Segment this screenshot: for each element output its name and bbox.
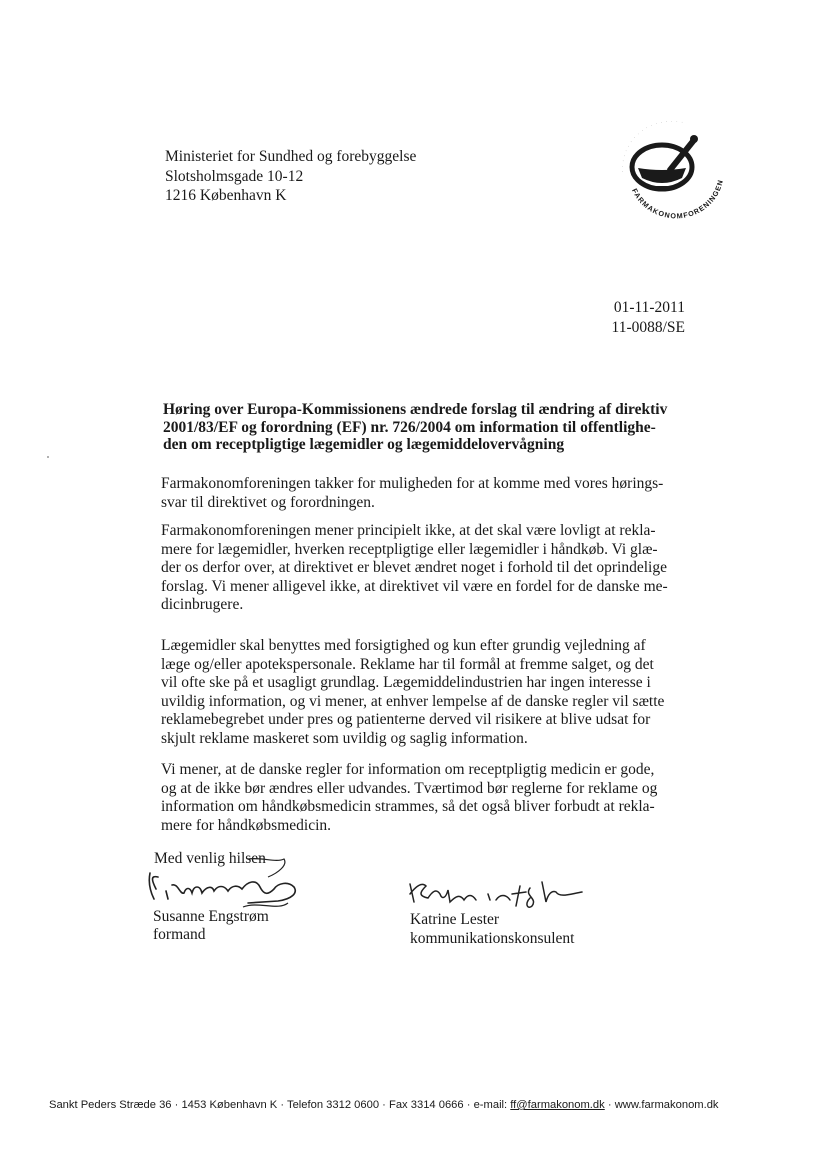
footer-separator: · xyxy=(607,1099,612,1111)
footer-email-label: e-mail: xyxy=(473,1099,508,1111)
signatory-name: Katrine Lester xyxy=(410,911,500,928)
paragraph-line: Vi mener, at de danske regler for information om receptpligtig medicin er gode, xyxy=(161,761,655,778)
body-paragraph-2 xyxy=(161,522,681,615)
paragraph-line: dicinbrugere. xyxy=(161,596,244,614)
farmakonomforeningen-logo xyxy=(612,112,732,222)
letter-footer xyxy=(49,1099,789,1111)
paragraph-line: vil ofte ske på et usagligt grundlag. Lægemiddelindustrien har ingen interesse i xyxy=(161,674,651,692)
paragraph-line: reklamebegrebet under pres og patienterne derved vil risikere at blive udsat for xyxy=(161,711,651,729)
paragraph-line: og at de ikke bør ændres eller udvandes. Tværtimod bør reglerne for reklame og xyxy=(161,779,658,797)
date-reference-block xyxy=(612,298,685,337)
body-paragraph-1 xyxy=(161,475,681,512)
subject-line: 2001/83/EF og forordning (EF) nr. 726/2004 om information til offentlighe- xyxy=(163,418,656,436)
paragraph-line: Lægemidler skal benyttes med forsigtighed og kun efter grundig vejledning af xyxy=(161,637,646,654)
letter-reference: 11-0088/SE xyxy=(611,318,685,336)
signature-katrine xyxy=(402,872,592,912)
recipient-line: 1216 København K xyxy=(165,187,287,204)
paragraph-line: mere for håndkøbsmedicin. xyxy=(161,816,332,834)
recipient-address xyxy=(165,147,416,206)
paragraph-line: uvildig information, og vi mener, at enhver lempelse af de danske regler vil sætte xyxy=(161,692,665,710)
signatory-title: kommunikationskonsulent xyxy=(410,930,575,947)
body-paragraph-3 xyxy=(161,637,681,749)
paragraph-line: skjult reklame maskeret som uvildig og saglig information. xyxy=(161,729,528,747)
letter-date: 01-11-2011 xyxy=(613,299,685,316)
letter-subject xyxy=(163,401,723,454)
paragraph-line: læge og/eller apotekspersonale. Reklame har til formål at fremme salget, og det xyxy=(161,655,654,673)
footer-email-link[interactable]: ff@farmakonom.dk xyxy=(510,1099,605,1111)
mortar-pestle-icon xyxy=(612,112,732,222)
paragraph-line: Farmakonomforeningen mener principielt ikke, at det skal være lovligt at rekla- xyxy=(161,522,656,539)
signatory-name: Susanne Engstrøm xyxy=(153,908,269,925)
closing-phrase: Med venlig hilsen xyxy=(154,850,266,867)
body-paragraph-4 xyxy=(161,761,681,835)
paragraph-line: mere for lægemidler, hverken receptpligtige eller lægemidler i håndkøb. Vi glæ- xyxy=(161,540,658,558)
recipient-line: Ministeriet for Sundhed og forebyggelse xyxy=(165,148,417,165)
footer-address: Sankt Peders Stræde 36 · 1453 København K · Telefon 3312 0600 · Fax 3314 0666 · xyxy=(49,1099,471,1111)
signatory-title: formand xyxy=(153,926,206,943)
paragraph-line: Farmakonomforeningen takker for muligheden for at komme med vores hørings- xyxy=(161,475,664,492)
subject-line: den om receptpligtige lægemidler og lægemiddelovervågning xyxy=(163,436,565,453)
paragraph-line: information om håndkøbsmedicin strammes, så det også bliver forbudt at rekla- xyxy=(161,798,655,816)
footer-website-link[interactable]: www.farmakonom.dk xyxy=(614,1099,719,1111)
paragraph-line: svar til direktivet og forordningen. xyxy=(161,493,375,511)
recipient-line: Slotsholmsgade 10-12 xyxy=(165,167,304,185)
svg-text:· · · · · · · · · · · · · · ·: · · · · · · · · · · · · · · · · · · xyxy=(619,118,685,173)
logo-text: FARMAKONOMFORENINGEN xyxy=(630,178,725,221)
paragraph-line: der os derfor over, at direktivet er blevet ændret noget i forhold til det oprindelige xyxy=(161,559,667,577)
signature-susanne xyxy=(128,855,308,915)
subject-line: Høring over Europa-Kommissionens ændrede forslag til ændring af direktiv xyxy=(163,401,668,418)
scan-speck xyxy=(47,456,49,458)
paragraph-line: forslag. Vi mener alligevel ikke, at direktivet vil være en fordel for de danske me- xyxy=(161,577,668,595)
